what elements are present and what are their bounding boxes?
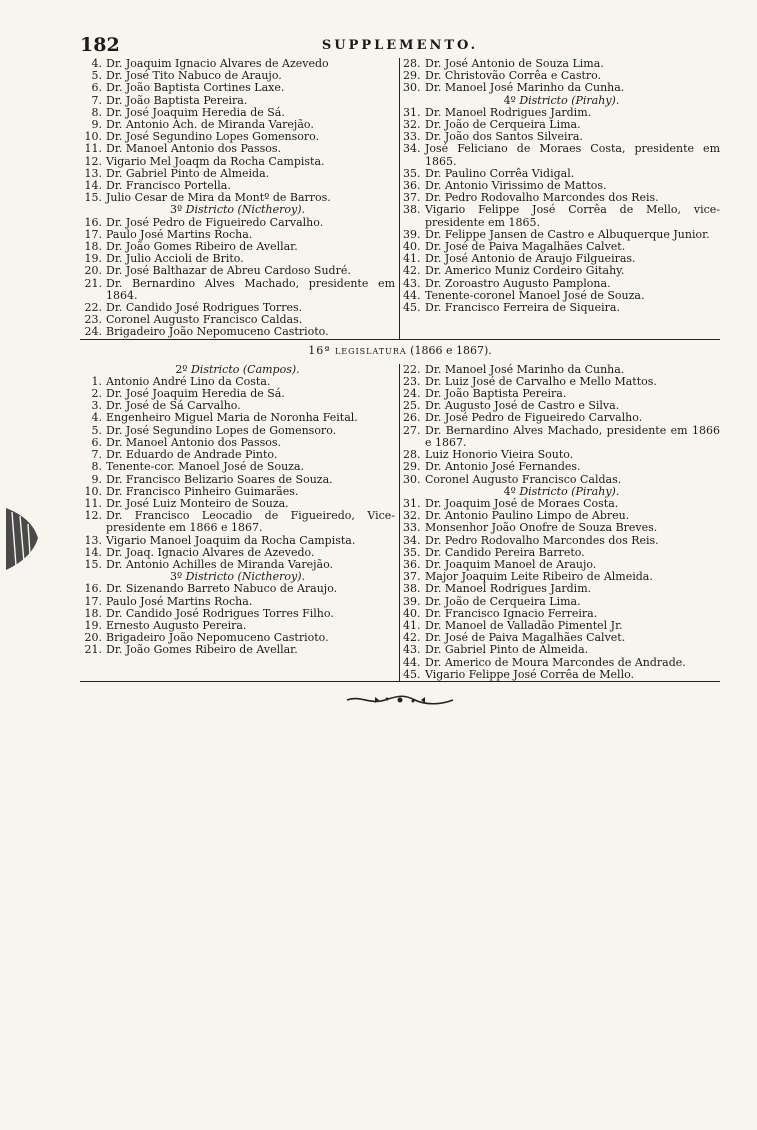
entry-number: 24. [403, 387, 421, 401]
entry-name: Dr. Candido Pereira Barreto. [425, 545, 585, 559]
entry-name: Dr. Manoel José Marinho da Cunha. [425, 81, 625, 95]
entry-name: Dr. Francisco Pinheiro Guimarães. [106, 484, 299, 498]
legislature-years: (1866 e 1867). [410, 343, 492, 357]
district-number: 3º [169, 203, 186, 217]
entry-number: 5. [91, 423, 102, 437]
entry-name: Engenheiro Miguel Maria de Noronha Feital. [106, 411, 358, 425]
entry-name: Dr. João de Cerqueira Lima. [425, 594, 581, 608]
list-item [403, 522, 720, 534]
entry-name: Brigadeiro João Nepomuceno Castrioto. [106, 631, 329, 645]
legislature-table-15 [80, 58, 720, 340]
entry-name: Dr. João Baptista Pereira. [425, 387, 567, 401]
entry-number: 45. [403, 301, 421, 315]
entry-number: 37. [403, 570, 421, 584]
left-column [80, 364, 400, 681]
list-item [80, 644, 395, 656]
entry-number: 36. [403, 179, 421, 193]
entry-number: 33. [403, 521, 421, 535]
entry-name: Dr. João dos Santos Silveira. [425, 130, 583, 144]
district-heading [80, 204, 395, 216]
entry-name: Dr. Manoel de Valladão Pimentel Jr. [425, 618, 623, 632]
left-column [80, 58, 400, 339]
entry-number: 40. [403, 240, 421, 254]
entry-number: 29. [403, 69, 421, 83]
entry-number: 45. [403, 667, 421, 681]
entry-name: Dr. João Gomes Ribeiro de Avellar. [106, 643, 298, 657]
entry-name: Dr. Joaquim José de Moraes Costa. [425, 496, 619, 510]
list-item [403, 204, 720, 228]
entry-name: Monsenhor João Onofre de Souza Breves. [425, 521, 658, 535]
entry-name: Coronel Augusto Francisco Caldas. [425, 472, 622, 486]
entry-number: 1. [91, 374, 102, 388]
entry-name: Dr. José Pedro de Figueiredo Carvalho. [106, 215, 324, 229]
entry-name: Dr. Antonio Paulino Limpo de Abreu. [425, 509, 630, 523]
list-item [80, 510, 395, 534]
entry-number: 25. [403, 399, 421, 413]
page-header [80, 28, 720, 58]
entry-name: Dr. José Antonio de Araujo Filgueiras. [425, 252, 636, 266]
entry-name: Paulo José Martins Rocha. [106, 594, 253, 608]
entry-number: 29. [403, 460, 421, 474]
entry-number: 7. [91, 448, 102, 462]
district-name: Districto (Nictheroy). [185, 570, 306, 584]
entry-name: Vigario Felippe José Corrêa de Mello, vice-presidente em 1865. [425, 203, 720, 229]
list-item [80, 474, 395, 486]
entry-number: 44. [403, 288, 421, 302]
entry-number: 30. [403, 81, 421, 95]
entry-name: Dr. Pedro Rodovalho Marcondes dos Reis. [425, 191, 659, 205]
list-item [403, 535, 720, 547]
entry-number: 17. [84, 227, 102, 241]
entry-number: 16. [84, 215, 102, 229]
list-item [403, 461, 720, 473]
entry-name: Dr. José de Paiva Magalhães Calvet. [425, 240, 626, 254]
flourish-icon [345, 693, 455, 707]
list-item [80, 156, 395, 168]
entry-number: 20. [84, 631, 102, 645]
entry-name: Dr. Candido José Rodrigues Torres Filho. [106, 606, 334, 620]
list-item [80, 461, 395, 473]
entry-number: 22. [84, 301, 102, 315]
entry-number: 34. [403, 142, 421, 156]
entry-number: 8. [91, 460, 102, 474]
entry-number: 35. [403, 545, 421, 559]
entry-name: Vigario Mel Joaqm da Rocha Campista. [106, 154, 325, 168]
entry-number: 2. [91, 387, 102, 401]
entry-number: 30. [403, 472, 421, 486]
entry-number: 11. [84, 496, 102, 510]
entry-name: José Feliciano de Moraes Costa, presidente em 1865. [425, 142, 720, 168]
entry-name: Dr. José de Sá Carvalho. [106, 399, 241, 413]
entry-name: Dr. José Balthazar de Abreu Cardoso Sudré. [106, 264, 351, 278]
entry-name: Dr. Francisco Leocadio de Figueiredo, Vice-presidente em 1866 e 1867. [106, 509, 395, 535]
list-item [403, 657, 720, 669]
entry-name: Dr. José de Paiva Magalhães Calvet. [425, 631, 626, 645]
entry-name: Dr. Antonio Achilles de Miranda Varejão. [106, 557, 334, 571]
entry-name: Coronel Augusto Francisco Caldas. [106, 313, 303, 327]
entry-name: Julio Cesar de Mira da Montº de Barros. [106, 191, 331, 205]
entry-name: Dr. José Tito Nabuco de Araujo. [106, 69, 282, 83]
entry-number: 38. [403, 203, 421, 217]
entry-number: 41. [403, 252, 421, 266]
entry-name: Dr. Augusto José de Castro e Silva. [425, 399, 620, 413]
list-item [403, 425, 720, 449]
entry-number: 39. [403, 594, 421, 608]
entry-number: 41. [403, 618, 421, 632]
entry-name: Dr. João de Cerqueira Lima. [425, 118, 581, 132]
list-item [80, 278, 395, 302]
district-number: 3º [169, 570, 186, 584]
entry-name: Dr. Francisco Ignacio Ferreira. [425, 606, 598, 620]
list-item [80, 326, 395, 338]
entry-number: 40. [403, 606, 421, 620]
entry-name: Dr. Julio Accioli de Brito. [106, 252, 244, 266]
page-edge-mark-icon [2, 498, 46, 578]
list-item [80, 596, 395, 608]
entry-name: Dr. Christovão Corrêa e Castro. [425, 69, 602, 83]
entry-name: Dr. Candido José Rodrigues Torres. [106, 301, 303, 315]
entry-number: 23. [84, 313, 102, 327]
entry-number: 15. [84, 557, 102, 571]
entry-number: 32. [403, 118, 421, 132]
list-item [80, 412, 395, 424]
legislature-label: 16ª legislatura [308, 343, 407, 357]
entry-name: Dr. Eduardo de Andrade Pinto. [106, 448, 278, 462]
entry-name: Dr. Antonio Virissimo de Mattos. [425, 179, 607, 193]
entry-name: Tenente-coronel Manoel José de Souza. [425, 288, 645, 302]
entry-name: Dr. Luiz José de Carvalho e Mello Mattos. [425, 374, 657, 388]
entry-name: Dr. Americo Muniz Cordeiro Gitahy. [425, 264, 625, 278]
entry-number: 42. [403, 264, 421, 278]
entry-name: Dr. José Antonio de Souza Lima. [425, 57, 604, 70]
entry-number: 24. [84, 325, 102, 339]
entry-number: 9. [91, 118, 102, 132]
entry-number: 42. [403, 631, 421, 645]
entry-name: Dr. Americo de Moura Marcondes de Andrade. [425, 655, 686, 669]
entry-number: 44. [403, 655, 421, 669]
entry-name: Dr. Bernardino Alves Machado, presidente em 1866 e 1867. [425, 423, 720, 449]
running-title: SUPPLEMENTO. [321, 38, 479, 53]
entry-name: Dr. José Pedro de Figueiredo Carvalho. [425, 411, 643, 425]
document-page [80, 28, 720, 711]
entry-name: Dr. Manoel José Marinho da Cunha. [425, 362, 625, 376]
district-name: Districto (Pirahy). [519, 93, 620, 107]
entry-name: Dr. Bernardino Alves Machado, presidente em 1864. [106, 276, 395, 302]
entry-number: 27. [403, 423, 421, 437]
entry-number: 17. [84, 594, 102, 608]
entry-number: 7. [91, 93, 102, 107]
list-item [403, 302, 720, 314]
entry-number: 5. [91, 69, 102, 83]
entry-number: 28. [403, 57, 421, 70]
entry-name: Dr. Pedro Rodovalho Marcondes dos Reis. [425, 533, 659, 547]
entry-number: 10. [84, 130, 102, 144]
entry-name: Dr. Gabriel Pinto de Almeida. [425, 643, 589, 657]
entry-number: 39. [403, 227, 421, 241]
entry-number: 14. [84, 545, 102, 559]
district-number: 4º [503, 93, 520, 107]
district-name: Districto (Nictheroy). [185, 203, 306, 217]
entry-number: 6. [91, 435, 102, 449]
entry-number: 22. [403, 362, 421, 376]
entry-number: 16. [84, 582, 102, 596]
entry-number: 36. [403, 557, 421, 571]
entry-name: Dr. José Luiz Monteiro de Souza. [106, 496, 289, 510]
entry-number: 31. [403, 496, 421, 510]
entry-name: Dr. Francisco Ferreira de Siqueira. [425, 301, 620, 315]
ornament-divider [80, 692, 720, 711]
entry-name: Dr. Joaquim Manoel de Araujo. [425, 557, 597, 571]
entry-name: Dr. Zoroastro Augusto Pamplona. [425, 276, 611, 290]
entry-name: Dr. José Joaquim Heredia de Sá. [106, 105, 285, 119]
entry-name: Paulo José Martins Rocha. [106, 227, 253, 241]
entry-number: 38. [403, 582, 421, 596]
entry-name: Dr. Sizenando Barreto Nabuco de Araujo. [106, 582, 338, 596]
entry-name: Dr. Antonio Ach. de Miranda Varejão. [106, 118, 314, 132]
right-column [400, 58, 720, 339]
entry-number: 9. [91, 472, 102, 486]
entry-name: Dr. Manoel Rodrigues Jardim. [425, 105, 592, 119]
entry-name: Dr. Joaquim Ignacio Alvares de Azevedo [106, 57, 329, 70]
entry-number: 21. [84, 643, 102, 657]
entry-number: 11. [84, 142, 102, 156]
entry-number: 10. [84, 484, 102, 498]
entry-name: Dr. José Segundino Lopes de Gomensoro. [106, 423, 337, 437]
entry-name: Dr. José Segundino Lopes Gomensoro. [106, 130, 320, 144]
list-item [403, 669, 720, 681]
entry-name: Dr. Manoel Antonio dos Passos. [106, 142, 282, 156]
district-number: 4º [503, 484, 520, 498]
entry-name: Dr. Gabriel Pinto de Almeida. [106, 166, 270, 180]
legislature-table-16 [80, 364, 720, 682]
entry-number: 18. [84, 606, 102, 620]
entry-name: Dr. Francisco Belizario Soares de Souza. [106, 472, 333, 486]
entry-number: 8. [91, 105, 102, 119]
entry-name: Brigadeiro João Nepomuceno Castrioto. [106, 325, 329, 339]
entry-number: 15. [84, 191, 102, 205]
entry-number: 37. [403, 191, 421, 205]
district-number: 2º [175, 362, 191, 376]
list-item [80, 95, 395, 107]
entry-name: Dr. Paulino Corrêa Vidigal. [425, 166, 575, 180]
list-item [403, 583, 720, 595]
district-name: Districto (Pirahy). [519, 484, 620, 498]
entry-number: 26. [403, 411, 421, 425]
entry-number: 33. [403, 130, 421, 144]
entry-number: 31. [403, 105, 421, 119]
entry-name: Dr. Manoel Rodrigues Jardim. [425, 582, 592, 596]
entry-name: Antonio André Lino da Costa. [106, 374, 271, 388]
list-item [403, 143, 720, 167]
entry-number: 13. [84, 166, 102, 180]
entry-number: 19. [84, 252, 102, 266]
list-item [403, 265, 720, 277]
entry-name: Dr. João Baptista Pereira. [106, 93, 248, 107]
district-name: Districto (Campos). [190, 362, 300, 376]
list-item [80, 535, 395, 547]
entry-name: Luiz Honorio Vieira Souto. [425, 448, 574, 462]
entry-number: 18. [84, 240, 102, 254]
entry-number: 6. [91, 81, 102, 95]
district-heading [403, 95, 720, 107]
entry-number: 28. [403, 448, 421, 462]
entry-number: 14. [84, 179, 102, 193]
list-item [403, 644, 720, 656]
list-item [403, 412, 720, 424]
list-item [80, 82, 395, 94]
entry-name: Dr. Manoel Antonio dos Passos. [106, 435, 282, 449]
list-item [80, 143, 395, 155]
entry-name: Dr. Francisco Portella. [106, 179, 231, 193]
entry-number: 43. [403, 643, 421, 657]
entry-number: 21. [84, 276, 102, 290]
list-item [403, 596, 720, 608]
entry-number: 43. [403, 276, 421, 290]
entry-number: 12. [84, 509, 102, 523]
list-item [80, 583, 395, 595]
entry-name: Dr. Joaq. Ignacio Alvares de Azevedo. [106, 545, 315, 559]
entry-name: Dr. João Baptista Cortines Laxe. [106, 81, 285, 95]
entry-name: Dr. José Joaquim Heredia de Sá. [106, 387, 285, 401]
entry-number: 4. [91, 411, 102, 425]
list-item [80, 217, 395, 229]
entry-number: 20. [84, 264, 102, 278]
entry-number: 19. [84, 618, 102, 632]
entry-number: 13. [84, 533, 102, 547]
entry-number: 12. [84, 154, 102, 168]
page-number: 182 [80, 34, 120, 56]
entry-number: 23. [403, 374, 421, 388]
entry-number: 34. [403, 533, 421, 547]
right-column [400, 364, 720, 681]
entry-name: Dr. Felippe Jansen de Castro e Albuquerque Junior. [425, 227, 710, 241]
entry-number: 4. [91, 57, 102, 70]
entry-number: 35. [403, 166, 421, 180]
entry-name: Major Joaquim Leite Ribeiro de Almeida. [425, 570, 653, 584]
legislature-heading [80, 340, 720, 364]
entry-number: 3. [91, 399, 102, 413]
list-item [80, 265, 395, 277]
entry-name: Ernesto Augusto Pereira. [106, 618, 247, 632]
entry-name: Dr. Antonio José Fernandes. [425, 460, 581, 474]
entry-name: Vigario Felippe José Corrêa de Mello. [425, 667, 635, 681]
entry-name: Dr. João Gomes Ribeiro de Avellar. [106, 240, 298, 254]
entry-number: 32. [403, 509, 421, 523]
entry-name: Tenente-cor. Manoel José de Souza. [106, 460, 305, 474]
entry-name: Vigario Manoel Joaquim da Rocha Campista. [106, 533, 356, 547]
